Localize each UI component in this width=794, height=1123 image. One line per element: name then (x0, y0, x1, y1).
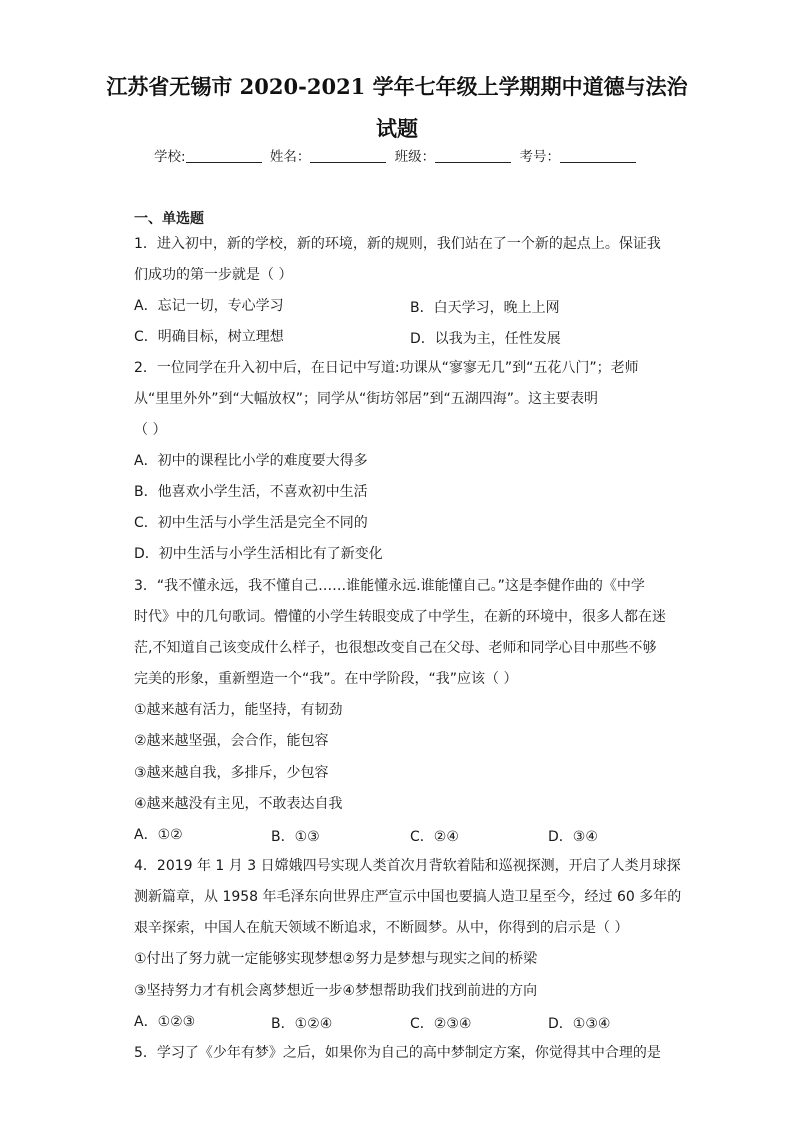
q3-statement-4: ④越来越没有主见，不敢表达自我 (134, 796, 343, 812)
q4-option-a: A．①②③ (134, 1014, 196, 1030)
q3-stem-line-3: 茫,不知道自己该变成什么样子，也很想改变自己在父母、老师和同学心目中那些不够 (134, 640, 657, 656)
q5-stem-line-1: 5．学习了《少年有梦》之后，如果你为自己的高中梦制定方案，你觉得其中合理的是 (134, 1045, 661, 1061)
q1-option-b: B．白天学习，晚上上网 (410, 300, 560, 316)
q1-stem-line-2: 们成功的第一步就是（ ） (134, 267, 293, 283)
exam-title-line-1: 江苏省无锡市 2020-2021 学年七年级上学期期中道德与法治 (106, 74, 688, 99)
q2-option-b: B．他喜欢小学生活，不喜欢初中生活 (134, 484, 368, 500)
q4-stem-line-1: 4．2019 年 1 月 3 日嫦娥四号实现人类首次月背软着陆和巡视探测，开启了人类月球探 (134, 858, 681, 874)
name-label: 姓名： (269, 149, 311, 165)
school-blank[interactable] (186, 148, 262, 163)
q3-stem-line-2: 时代》中的几句歌词。懵懂的小学生转眼变成了中学生，在新的环境中，很多人都在迷 (134, 609, 666, 625)
q3-statement-1: ①越来越有活力，能坚持，有韧劲 (134, 702, 343, 718)
class-blank[interactable] (435, 148, 511, 163)
q2-stem-line-2: 从“里里外外”到“大幅放权”；同学从“街坊邻居”到“五湖四海”。这主要表明 (134, 391, 599, 407)
q4-statement-line-2: ③坚持努力才有机会离梦想近一步④梦想帮助我们找到前进的方向 (134, 983, 538, 999)
q2-option-d: D．初中生活与小学生活相比有了新变化 (134, 546, 383, 562)
q3-stem-line-4: 完美的形象，重新塑造一个“我”。在中学阶段，“我”应该（ ） (134, 671, 518, 687)
q4-option-c: C．②③④ (410, 1016, 472, 1032)
q2-option-c: C．初中生活与小学生活是完全不同的 (134, 515, 368, 531)
q1-option-c: C．明确目标，树立理想 (134, 329, 284, 345)
q4-stem-line-2: 测新篇章，从 1958 年毛泽东向世界庄严宣示中国也要搞人造卫星至今，经过 60 多年的 (134, 889, 682, 905)
student-info-line (0, 145, 794, 165)
q4-option-b: B．①②④ (271, 1016, 333, 1032)
q3-option-a: A．①② (134, 827, 183, 843)
q3-statement-2: ②越来越坚强，会合作，能包容 (134, 733, 329, 749)
q2-option-a: A．初中的课程比小学的难度要大得多 (134, 453, 368, 469)
number-blank[interactable] (560, 148, 636, 163)
q3-option-d: D．③④ (548, 829, 598, 845)
section-heading: 一、单选题 (134, 211, 204, 227)
q1-option-d: D．以我为主，任性发展 (410, 331, 561, 347)
number-label: 考号： (519, 149, 560, 165)
exam-title-line-2: 试题 (376, 116, 418, 141)
class-label: 班级： (394, 149, 436, 165)
q3-statement-3: ③越来越自我，多排斥，少包容 (134, 765, 329, 781)
q2-stem-line-3: （ ） (134, 422, 167, 438)
q4-statement-line-1: ①付出了努力就一定能够实现梦想②努力是梦想与现实之间的桥梁 (134, 951, 538, 967)
q3-option-b: B．①③ (271, 829, 320, 845)
q3-option-c: C．②④ (410, 829, 459, 845)
q1-stem-line-1: 1．进入初中，新的学校，新的环境，新的规则，我们站在了一个新的起点上。保证我 (134, 236, 661, 252)
school-label: 学校: (154, 149, 186, 165)
q1-option-a: A．忘记一切，专心学习 (134, 298, 284, 314)
q2-stem-line-1: 2．一位同学在升入初中后，在日记中写道:功课从“寥寥无几”到“五花八门”；老师 (134, 360, 639, 376)
name-blank[interactable] (310, 148, 386, 163)
q4-stem-line-3: 艰辛探索，中国人在航天领域不断追求，不断圆梦。从中，你得到的启示是（ ） (134, 920, 629, 936)
q4-option-d: D．①③④ (548, 1016, 611, 1032)
q3-stem-line-1: 3．“我不懂永远，我不懂自己……谁能懂永远.谁能懂自己。”这是李健作曲的《中学 (134, 578, 645, 594)
